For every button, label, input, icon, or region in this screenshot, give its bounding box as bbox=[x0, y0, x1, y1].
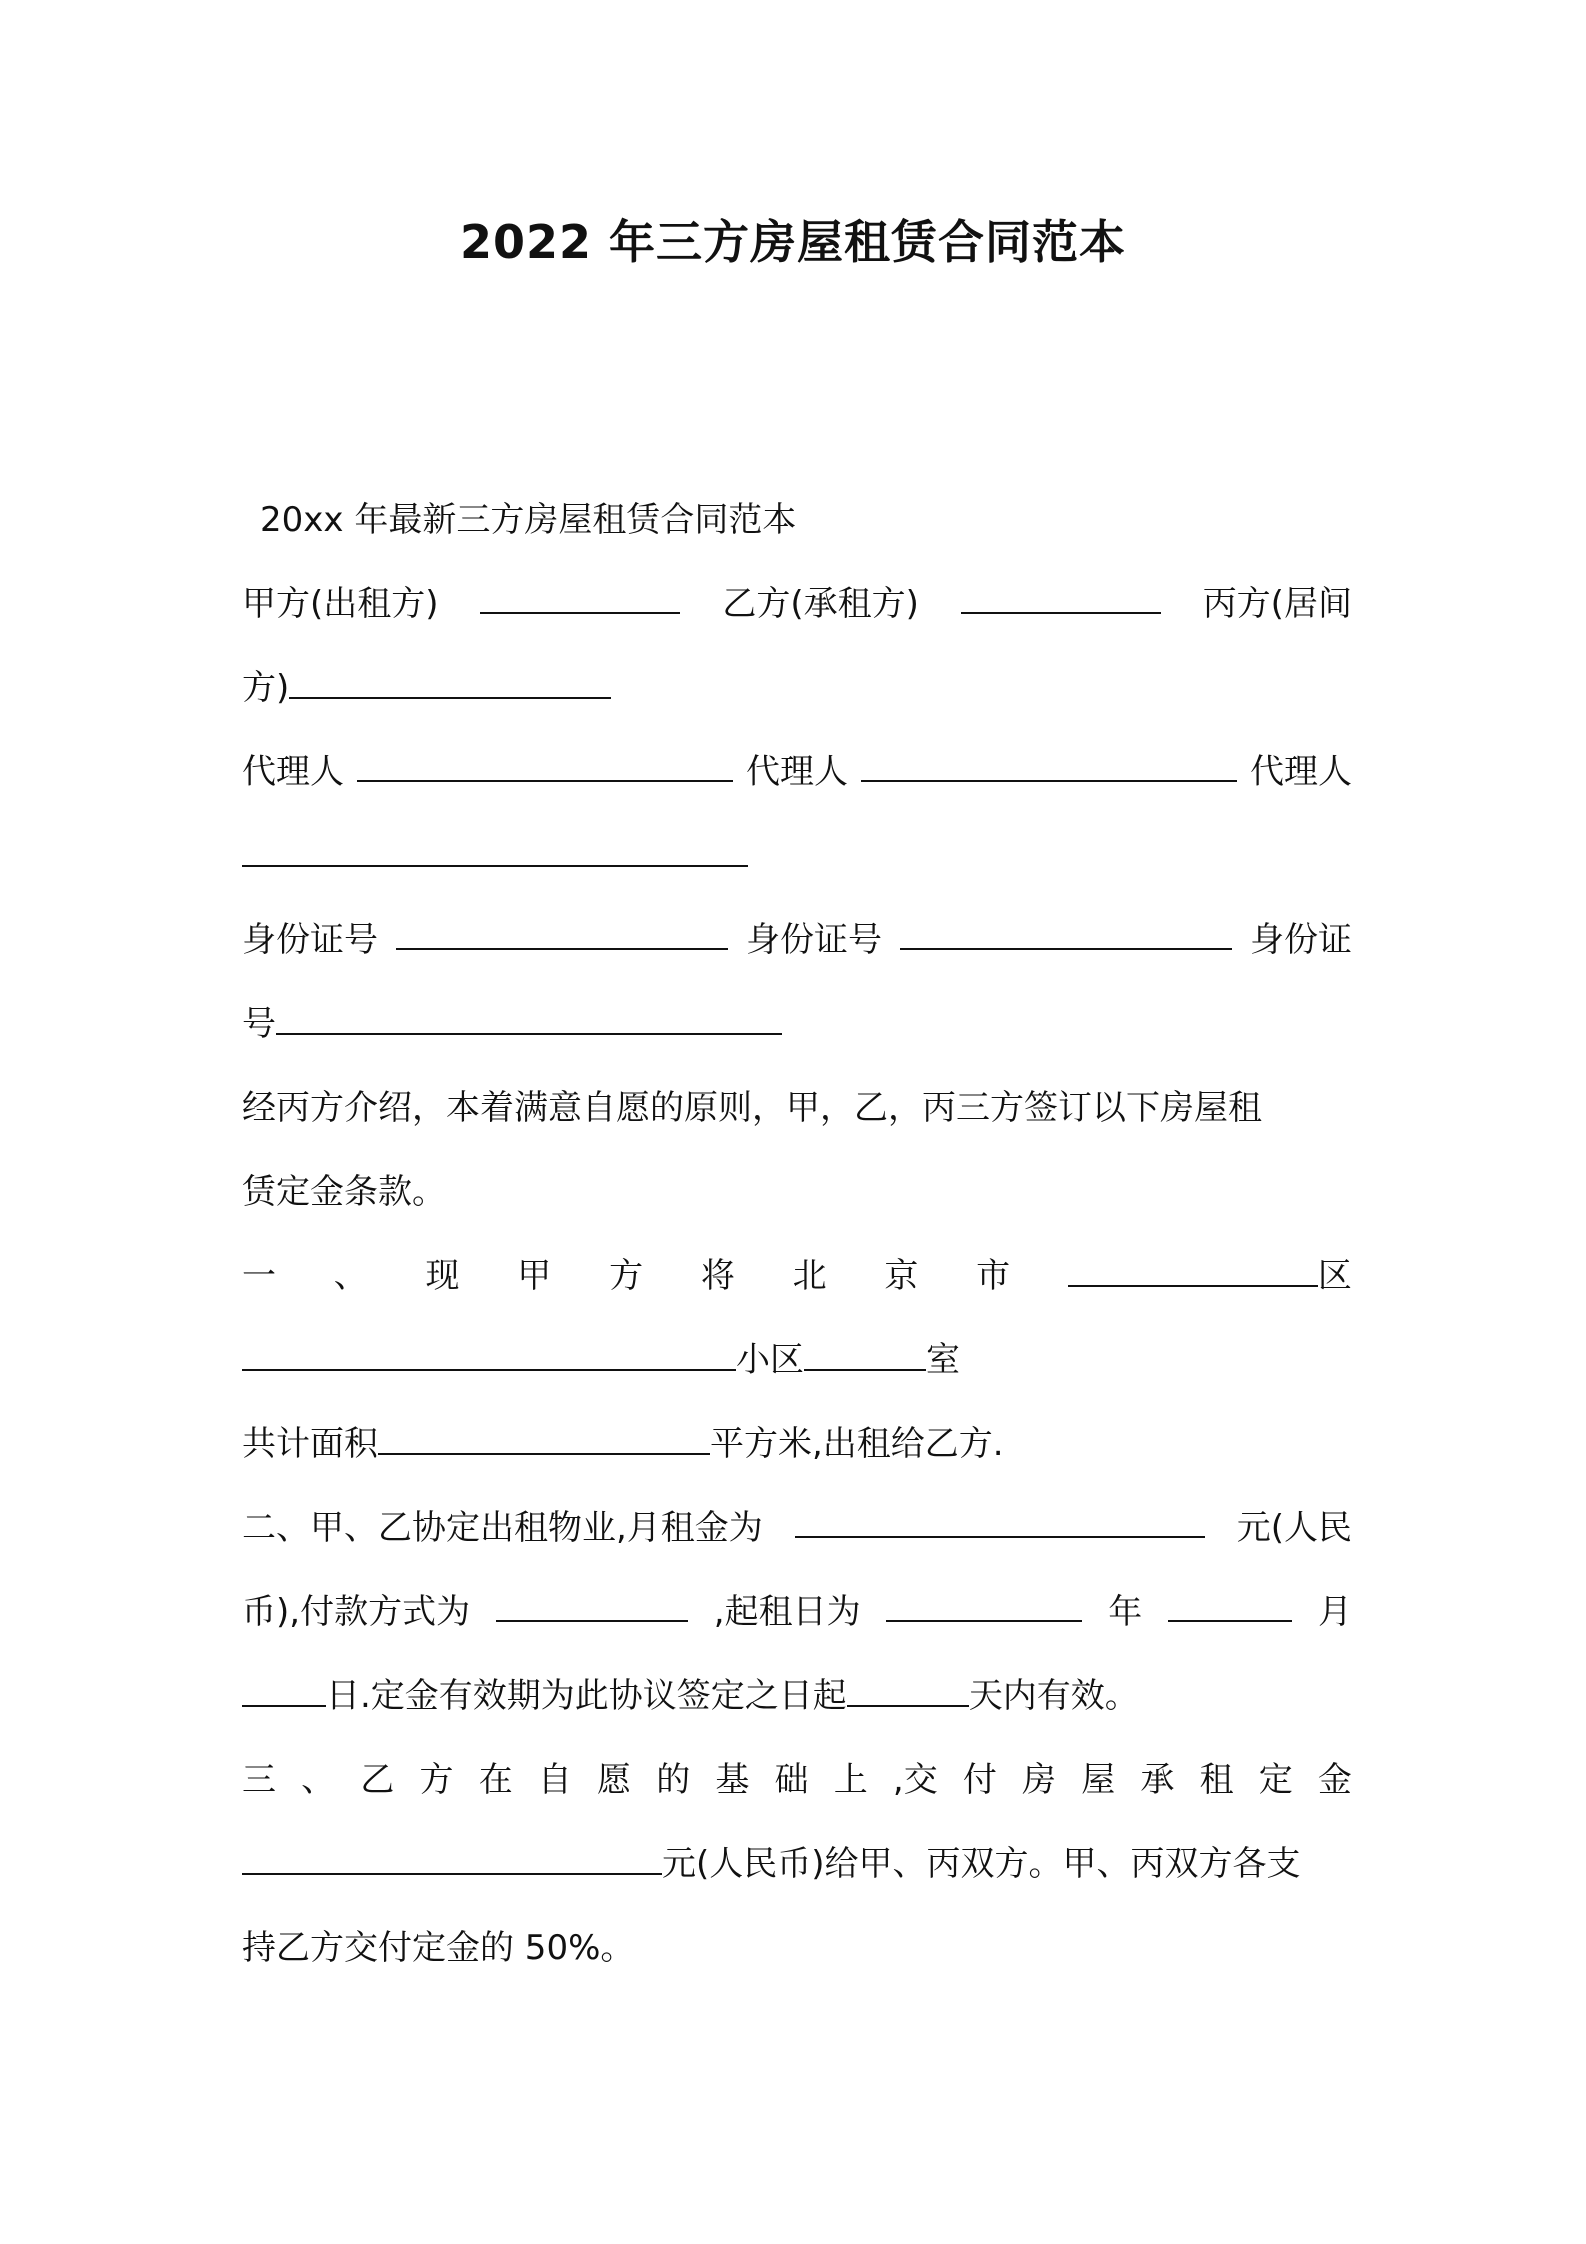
month-label: 月 bbox=[1317, 1592, 1352, 1632]
id-a-blank[interactable] bbox=[396, 916, 728, 950]
street-blank[interactable] bbox=[242, 1337, 736, 1371]
agent-b-label: 代理人 bbox=[746, 752, 848, 792]
clause-3-char: 付 bbox=[962, 1760, 997, 1800]
clause-1-char: 区 bbox=[1317, 1256, 1352, 1296]
agent-a-blank[interactable] bbox=[357, 748, 733, 782]
clause-3-line-3: 持乙方交付定金的 50%。 bbox=[242, 1928, 635, 1968]
clause-1-char: 北 bbox=[792, 1256, 827, 1296]
clause-2-line-2 bbox=[242, 1588, 1352, 1636]
clause-3-char: 在 bbox=[478, 1760, 513, 1800]
clause-1-char: 方 bbox=[609, 1256, 644, 1296]
party-b-blank[interactable] bbox=[961, 580, 1161, 614]
payment-method-label: 币),付款方式为 bbox=[242, 1592, 471, 1632]
clause-3-char: 方 bbox=[419, 1760, 454, 1800]
clause-1-char: 现 bbox=[425, 1256, 460, 1296]
id-c-line bbox=[242, 1000, 1352, 1048]
rent-unit: 元(人民 bbox=[1236, 1508, 1352, 1548]
intro-paragraph-line-2: 赁定金条款。 bbox=[242, 1172, 446, 1212]
validity-days-blank[interactable] bbox=[847, 1673, 969, 1707]
clause-1-line-1 bbox=[242, 1252, 1352, 1300]
id-c-label-cont: 号 bbox=[242, 1004, 276, 1044]
clause-3-line-1 bbox=[242, 1756, 1352, 1804]
party-b-label: 乙方(承租方) bbox=[722, 584, 919, 624]
start-day-blank[interactable] bbox=[242, 1673, 326, 1707]
clause-3-line-2 bbox=[242, 1840, 1352, 1888]
clause-1-line-3 bbox=[242, 1420, 1352, 1468]
clause-2-line-3 bbox=[242, 1672, 1352, 1720]
agent-b-blank[interactable] bbox=[861, 748, 1237, 782]
rent-label: 二、甲、乙协定出租物业,月租金为 bbox=[242, 1508, 763, 1548]
deposit-amount-blank[interactable] bbox=[242, 1841, 662, 1875]
document-title: 2022 年三方房屋租赁合同范本 bbox=[459, 215, 1127, 269]
agent-c-line bbox=[242, 832, 1352, 880]
clause-3-char: 基 bbox=[715, 1760, 750, 1800]
party-c-line bbox=[242, 664, 1352, 712]
room-blank[interactable] bbox=[804, 1337, 926, 1371]
year-label: 年 bbox=[1108, 1592, 1143, 1632]
clause-1-char: 市 bbox=[976, 1256, 1011, 1296]
deposit-text: 元(人民币)给甲、丙双方。甲、丙双方各支 bbox=[662, 1844, 1301, 1884]
id-c-blank[interactable] bbox=[276, 1001, 782, 1035]
agent-c-blank[interactable] bbox=[242, 833, 748, 867]
agent-a-label: 代理人 bbox=[242, 752, 344, 792]
id-b-blank[interactable] bbox=[900, 916, 1232, 950]
id-a-label: 身份证号 bbox=[242, 920, 378, 960]
clause-3-char: 础 bbox=[774, 1760, 809, 1800]
validity-label: 日.定金有效期为此协议签定之日起 bbox=[326, 1676, 847, 1716]
clause-3-char: 房 bbox=[1022, 1760, 1057, 1800]
agent-c-label: 代理人 bbox=[1250, 752, 1352, 792]
clause-2-line-1 bbox=[242, 1504, 1352, 1552]
party-a-blank[interactable] bbox=[480, 580, 680, 614]
start-month-blank[interactable] bbox=[1168, 1588, 1292, 1622]
clause-1-char: 甲 bbox=[517, 1256, 552, 1296]
agents-line bbox=[242, 748, 1352, 796]
id-number-line bbox=[242, 916, 1352, 964]
clause-3-char: 、 bbox=[301, 1760, 336, 1800]
clause-1-char: 京 bbox=[884, 1256, 919, 1296]
id-b-label: 身份证号 bbox=[746, 920, 882, 960]
clause-3-char: 承 bbox=[1140, 1760, 1175, 1800]
party-a-label: 甲方(出租方) bbox=[242, 584, 439, 624]
area-blank[interactable] bbox=[378, 1421, 710, 1455]
intro-paragraph-line-1: 经丙方介绍，本着满意自愿的原则，甲，乙，丙三方签订以下房屋租 bbox=[242, 1088, 1262, 1128]
party-c-label: 丙方(居间 bbox=[1202, 584, 1352, 624]
clause-1-char: 将 bbox=[700, 1256, 735, 1296]
clause-1-district-group bbox=[1068, 1252, 1352, 1300]
clause-3-char: 乙 bbox=[360, 1760, 395, 1800]
clause-1-char: 、 bbox=[333, 1256, 368, 1296]
party-c-blank[interactable] bbox=[289, 665, 611, 699]
document-subtitle: 20xx 年最新三方房屋租赁合同范本 bbox=[260, 500, 797, 540]
room-label: 室 bbox=[926, 1340, 960, 1380]
district-blank[interactable] bbox=[1068, 1253, 1318, 1287]
clause-3-char: 定 bbox=[1258, 1760, 1293, 1800]
validity-unit: 天内有效。 bbox=[968, 1676, 1139, 1716]
clause-3-char: 租 bbox=[1199, 1760, 1234, 1800]
parties-line bbox=[242, 580, 1352, 628]
area-label: 共计面积 bbox=[242, 1424, 378, 1464]
rent-blank[interactable] bbox=[795, 1504, 1205, 1538]
payment-method-blank[interactable] bbox=[496, 1588, 688, 1622]
clause-3-char: 金 bbox=[1317, 1760, 1352, 1800]
area-unit-text: 平方米,出租给乙方. bbox=[710, 1424, 1004, 1464]
clause-3-char: 愿 bbox=[597, 1760, 632, 1800]
clause-3-char: 上 bbox=[833, 1760, 868, 1800]
clause-1-char: 一 bbox=[242, 1256, 276, 1296]
party-c-label-cont: 方) bbox=[242, 668, 290, 708]
clause-1-line-2 bbox=[242, 1336, 1352, 1384]
start-date-label: ,起租日为 bbox=[713, 1592, 861, 1632]
clause-3-char: 自 bbox=[537, 1760, 572, 1800]
clause-3-char: 三 bbox=[242, 1760, 276, 1800]
id-c-label: 身份证 bbox=[1250, 920, 1352, 960]
clause-3-char: 的 bbox=[656, 1760, 691, 1800]
community-label: 小区 bbox=[736, 1340, 804, 1380]
clause-3-char: ,交 bbox=[892, 1760, 938, 1800]
start-year-blank[interactable] bbox=[886, 1588, 1082, 1622]
clause-3-char: 屋 bbox=[1081, 1760, 1116, 1800]
